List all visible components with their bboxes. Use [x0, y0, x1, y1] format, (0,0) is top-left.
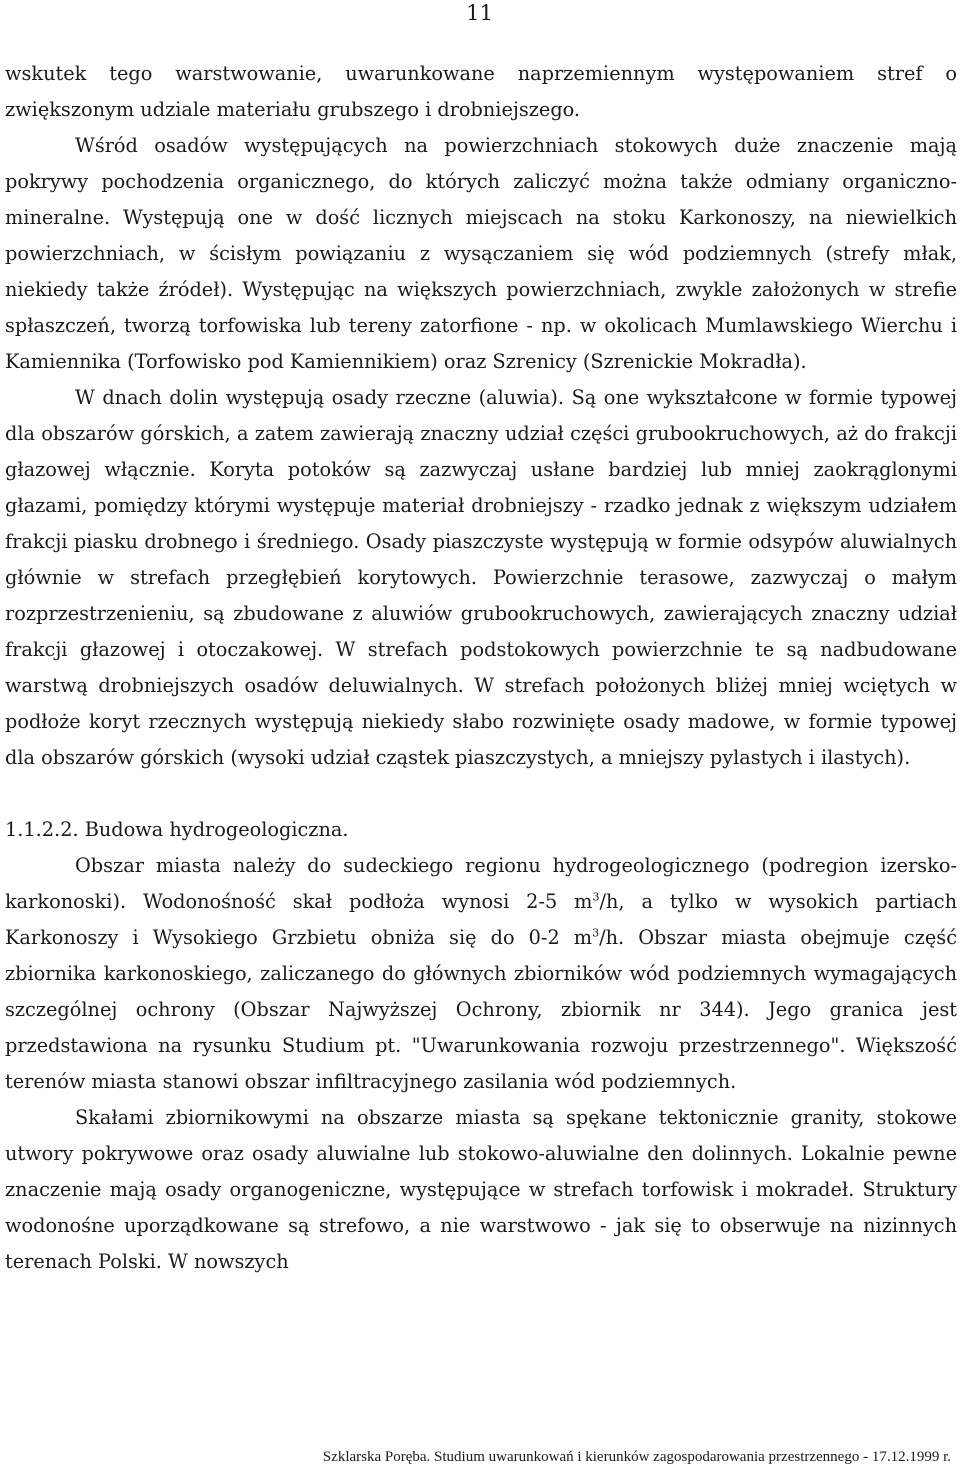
document-body — [5, 56, 957, 1280]
superscript: 3 — [592, 890, 600, 904]
section-heading: 1.1.2.2. Budowa hydrogeologiczna. — [5, 818, 349, 841]
paragraph: wskutek tego warstwowanie, uwarunkowane naprzemiennym występowaniem stref o zwiększonym udziale materiału grubszego i drobniejszego. — [5, 62, 957, 121]
paragraph: W dnach dolin występują osady rzeczne (aluwia). Są one wykształcone w formie typowej dla obszarów górskich, a zatem zawierają znaczny udział części grubookruchowych, aż do frakcji głazowej włącznie. Koryta potoków są zazwyczaj usłane bardziej lub mniej zaokrąglonymi głazami, pomiędzy którymi występuje materiał drobniejszy - rzadko jednak z większym udziałem frakcji piasku drobnego i średniego. Osady piaszczyste występują w formie odsypów aluwialnych głównie w strefach przegłębień korytowych. Powierzchnie terasowe, zazwyczaj o małym rozprzestrzenieniu, są zbudowane z aluwiów grubookruchowych, zawierających znaczny udział frakcji głazowej i otoczakowej. W strefach podstokowych powierzchnie te są nadbudowane warstwą drobniejszych osadów deluwialnych. W strefach położonych bliżej mniej wciętych w podłoże koryt rzecznych występują niekiedy słabo rozwinięte osady madowe, w formie typowej dla obszarów górskich (wysoki udział cząstek piaszczystych, a mniejszy pylastych i ilastych). — [5, 386, 957, 769]
paragraph: Wśród osadów występujących na powierzchniach stokowych duże znaczenie mają pokrywy pochodzenia organicznego, do których zaliczyć można także odmiany organiczno-mineralne. Występują one w dość licznych miejscach na stoku Karkonoszy, na niewielkich powierzchniach, w ścisłym powiązaniu z wysączaniem się wód podziemnych (strefy młak, niekiedy także źródeł). Występując na większych powierzchniach, zwykle założonych w strefie spłaszczeń, tworzą torfowiska lub tereny zatorfione - np. w okolicach Mumlawskiego Wierchu i Kamiennika (Torfowisko pod Kamiennikiem) oraz Szrenicy (Szrenickie Mokradła). — [5, 134, 957, 373]
page-footer: Szklarska Poręba. Studium uwarunkowań i kierunków zagospodarowania przestrzennego - 17.12.1999 r. — [322, 1449, 951, 1465]
superscript: 3 — [592, 926, 600, 940]
paragraph — [5, 848, 957, 1100]
text-run: /h. Obszar miasta obejmuje część zbiornika karkonoskiego, zaliczanego do głównych zbiorników wód podziemnych wymagających szczególnej ochrony (Obszar Najwyższej Ochrony, zbiornik nr 344). Jego granica jest przedstawiona na rysunku Studium pt. "Uwarunkowania rozwoju przestrzennego". Większość terenów miasta stanowi obszar infiltracyjnego zasilania wód podziemnych. — [5, 926, 957, 1093]
page-number: 11 — [466, 1, 493, 25]
text-run: Obszar miasta należy do sudeckiego regionu hydrogeologicznego (podregion izersko-karkonoski). Wodonośność skał podłoża wynosi 2-5 m — [5, 854, 957, 913]
paragraph: Skałami zbiornikowymi na obszarze miasta są spękane tektonicznie granity, stokowe utwory pokrywowe oraz osady aluwialne lub stokowo-aluwialne den dolinnych. Lokalnie pewne znaczenie mają osady organogeniczne, występujące w strefach torfowisk i mokradeł. Struktury wodonośne uporządkowane są strefowo, a nie warstwowo - jak się to obserwuje na nizinnych terenach Polski. W nowszych — [5, 1106, 957, 1273]
text-run: /h, a tylko w wysokich partiach Karkonoszy i Wysokiego Grzbietu obniża się do 0-2 m — [5, 890, 958, 949]
